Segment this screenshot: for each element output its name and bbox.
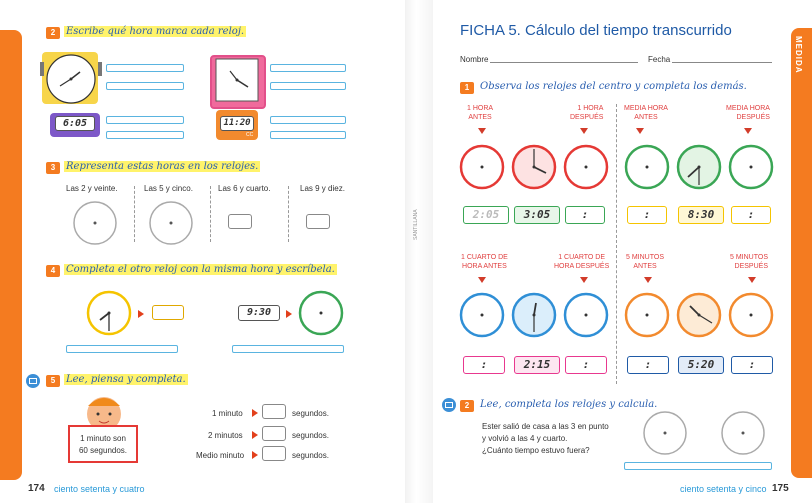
time-item-1: Las 2 y veinte. <box>66 184 118 193</box>
page-number-right: 175 <box>772 483 789 494</box>
blank-clock-3b[interactable] <box>148 200 194 246</box>
book-gutter <box>405 0 433 503</box>
marker-bottom-4 <box>748 277 756 283</box>
exercise-3-instruction: Representa estas horas en los relojes. <box>66 161 259 172</box>
exercise-5-number: 5 <box>46 375 60 387</box>
alarm-clock-yellow-face <box>38 50 104 110</box>
digital-answer-3d[interactable] <box>306 214 330 229</box>
marker-top-3 <box>636 128 644 134</box>
digital-answer-3c[interactable] <box>228 214 252 229</box>
page-title <box>460 22 732 39</box>
divider-3a <box>134 186 135 242</box>
conversion-left-1: 1 minuto <box>212 409 243 418</box>
left-edge-tab <box>0 30 22 480</box>
digital-bottom-3[interactable]: : <box>565 356 607 374</box>
time-item-2: Las 5 y cinco. <box>144 184 193 193</box>
square-clock-pink-face <box>212 55 262 105</box>
publisher-spine-label: SANTILLANA <box>413 209 419 240</box>
minute-sign <box>68 425 138 463</box>
answer-line-clock-1[interactable] <box>106 64 184 72</box>
label-quarter-before: 1 CUARTO DE HORA ANTES <box>461 254 508 270</box>
answer-line-clock-3[interactable] <box>106 116 184 124</box>
answer-line-clock-4b[interactable] <box>270 131 346 139</box>
clock-bottom-1-blue[interactable] <box>459 292 505 338</box>
ficha-label: FICHA 5. <box>460 22 521 39</box>
exercise-4-number: 4 <box>46 265 60 277</box>
digital-answer-ex4-1[interactable] <box>152 305 184 320</box>
digital-bottom-6[interactable]: : <box>731 356 773 374</box>
label-5min-after: 5 MINUTOS DESPUÉS <box>730 254 768 270</box>
digital-bottom-5: 5:20 <box>678 356 724 374</box>
exercise-r2-number: 2 <box>460 400 474 412</box>
clock-bottom-5-orange-center <box>676 292 722 338</box>
blank-clock-r2-2[interactable] <box>720 410 766 456</box>
clock-top-2-red-center <box>511 144 557 190</box>
answer-line-clock-3b[interactable] <box>106 131 184 139</box>
label-half-before: MEDIA HORA ANTES <box>624 105 668 121</box>
marker-top-2 <box>580 128 588 134</box>
exercise-1-instruction: Observa los relojes del centro y completa los demás. <box>480 81 747 92</box>
digital-clock-ex4: 9:30 <box>238 305 280 321</box>
digital-bottom-4[interactable]: : <box>627 356 669 374</box>
digital-top-4[interactable]: : <box>627 206 667 224</box>
clock-top-1-red[interactable] <box>459 144 505 190</box>
page-number-left: 174 <box>28 483 45 494</box>
label-1h-before: 1 HORA ANTES <box>467 105 494 121</box>
clock-top-4-green[interactable] <box>624 144 670 190</box>
conversion-arrow-2 <box>252 431 258 439</box>
conversion-left-3: Medio minuto <box>196 451 245 460</box>
answer-line-clock-1b[interactable] <box>106 82 184 90</box>
section-tab-label: MEDIDA <box>794 36 803 74</box>
digital-top-2: 3:05 <box>514 206 560 224</box>
answer-line-clock-2b[interactable] <box>270 82 346 90</box>
conversion-right-2: segundos. <box>292 431 329 440</box>
conversion-right-1: segundos. <box>292 409 329 418</box>
think-icon-right <box>442 398 456 412</box>
footer-left: ciento setenta y cuatro <box>54 484 145 494</box>
marker-bottom-1 <box>478 277 486 283</box>
conversion-right-3: segundos. <box>292 451 329 460</box>
marker-top-4 <box>744 128 752 134</box>
conversion-arrow-1 <box>252 409 258 417</box>
conversion-left-2: 2 minutos <box>208 431 243 440</box>
marker-bottom-2 <box>580 277 588 283</box>
answer-line-ex4-2[interactable] <box>232 345 344 353</box>
ficha-subtitle: Cálculo del tiempo transcurrido <box>525 22 732 39</box>
answer-line-clock-2[interactable] <box>270 64 346 72</box>
time-item-3: Las 6 y cuarto. <box>218 184 271 193</box>
digital-bottom-1[interactable]: : <box>463 356 505 374</box>
digital-top-6[interactable]: : <box>731 206 771 224</box>
problem-line-2: y volvió a las 4 y cuarto. <box>482 434 568 443</box>
clock-ex4-yellow <box>86 290 132 336</box>
digital-bottom-2: 2:15 <box>514 356 560 374</box>
problem-line-1: Ester salió de casa a las 3 en punto <box>482 422 609 431</box>
clock-top-6-green[interactable] <box>728 144 774 190</box>
clock-bottom-2-blue-center <box>511 292 557 338</box>
marker-top-1 <box>478 128 486 134</box>
label-1h-after: 1 HORA DESPUÉS <box>570 105 604 121</box>
exercise-4-instruction: Completa el otro reloj con la misma hora y escríbela. <box>66 264 335 275</box>
sign-line-2: 60 segundos. <box>78 446 128 455</box>
marker-bottom-3 <box>644 277 652 283</box>
digital-top-3[interactable]: : <box>565 206 605 224</box>
center-divider <box>616 104 617 384</box>
name-field[interactable] <box>490 62 638 63</box>
footer-right: ciento setenta y cinco <box>680 484 767 494</box>
clock-bottom-3-blue[interactable] <box>563 292 609 338</box>
name-label: Nombre <box>460 55 489 64</box>
exercise-5-instruction: Lee, piensa y completa. <box>66 374 186 385</box>
answer-line-ex4-1[interactable] <box>66 345 178 353</box>
exercise-r2-instruction: Lee, completa los relojes y calcula. <box>480 399 658 410</box>
label-half-after: MEDIA HORA DESPUÉS <box>726 105 770 121</box>
think-icon <box>26 374 40 388</box>
date-field[interactable] <box>672 62 772 63</box>
label-quarter-after: 1 CUARTO DE HORA DESPUÉS <box>554 254 610 270</box>
time-item-4: Las 9 y diez. <box>300 184 345 193</box>
exercise-2-instruction: Escribe qué hora marca cada reloj. <box>66 26 245 37</box>
label-5min-before: 5 MINUTOS ANTES <box>626 254 664 270</box>
conversion-arrow-3 <box>252 451 258 459</box>
conversion-answer-2[interactable] <box>262 426 286 441</box>
divider-3c <box>288 186 289 242</box>
clock-top-3-red[interactable] <box>563 144 609 190</box>
exercise-3-number: 3 <box>46 162 60 174</box>
digital-top-1[interactable]: 2:05 <box>463 206 509 224</box>
digital-clock-orange-tag: CC <box>246 132 254 138</box>
conversion-answer-3[interactable] <box>262 446 286 461</box>
exercise-1-number: 1 <box>460 82 474 94</box>
arrow-ex4-1 <box>138 310 144 318</box>
answer-line-clock-4[interactable] <box>270 116 346 124</box>
clock-top-5-green-center <box>676 144 722 190</box>
digital-clock-purple-display: 6:05 <box>55 116 95 131</box>
digital-clock-orange-display: 11:20 <box>220 116 254 131</box>
clock-bottom-4-orange[interactable] <box>624 292 670 338</box>
sign-line-1: 1 minuto son <box>80 434 126 443</box>
exercise-2-number: 2 <box>46 27 60 39</box>
answer-line-r2[interactable] <box>624 462 772 470</box>
blank-clock-3a[interactable] <box>72 200 118 246</box>
blank-clock-ex4-green[interactable] <box>298 290 344 336</box>
problem-line-3: ¿Cuánto tiempo estuvo fuera? <box>482 446 590 455</box>
date-label: Fecha <box>648 55 671 64</box>
digital-top-5: 8:30 <box>678 206 724 224</box>
conversion-answer-1[interactable] <box>262 404 286 419</box>
divider-3b <box>210 186 211 242</box>
arrow-ex4-2 <box>286 310 292 318</box>
blank-clock-r2-1[interactable] <box>642 410 688 456</box>
right-edge-tab <box>791 28 812 478</box>
clock-bottom-6-orange[interactable] <box>728 292 774 338</box>
